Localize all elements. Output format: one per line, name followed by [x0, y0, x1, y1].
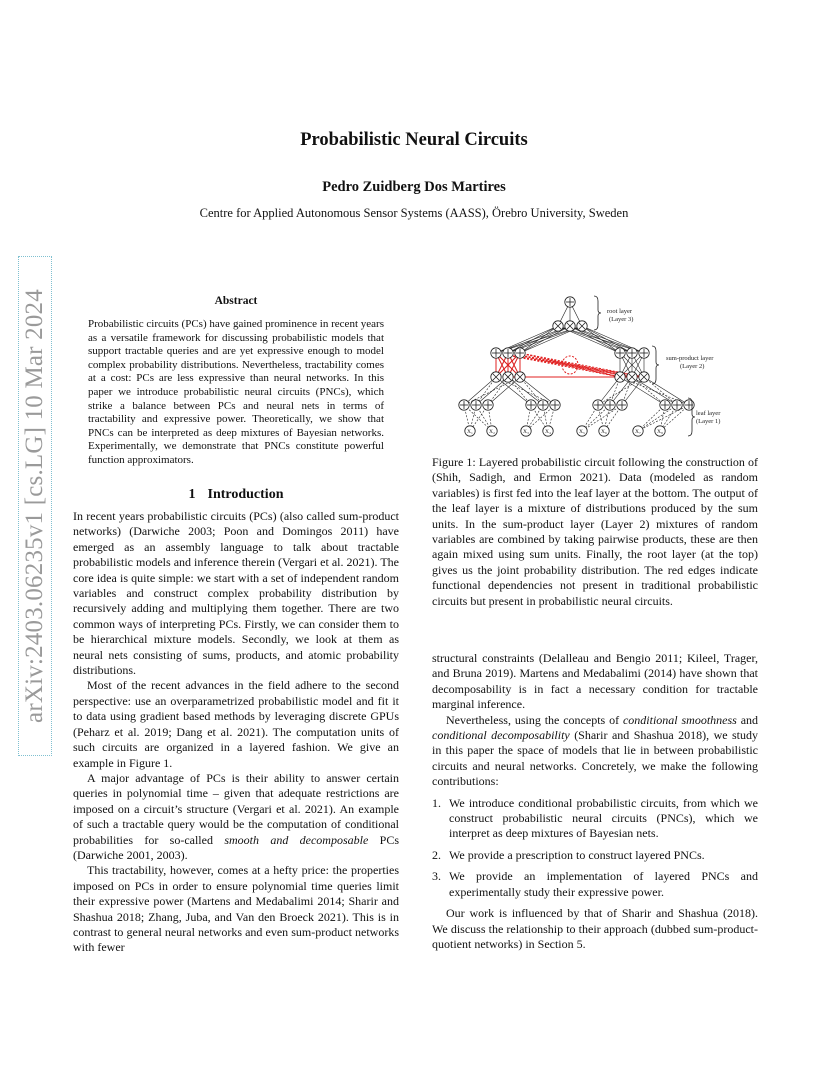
- section-title: Introduction: [207, 487, 284, 502]
- product-node: [577, 321, 587, 331]
- intro-paragraph-1: In recent years probabilistic circuits (PCs) (also called sum-product networks) (Darwiche 2003; Poon and Domingos 2011) have emerged as an assembly language to talk about tractable probabilistic models and inference therein (Vergari et al. 2021). The core idea is quite simple: we start with a set of independent random variables and construct complex probability distribution by recursively adding and multiplying them together. There are two common ways of interpreting PCs. Firstly, we can consider them to be hierarchical mixture models. Secondly, we look at them as neural nets consisting of sums, products, and atomic probability distributions.: [73, 509, 399, 678]
- variable-label: X₆: [601, 429, 607, 436]
- item-number: 1.: [432, 795, 441, 810]
- product-node: [565, 321, 575, 331]
- right-paragraph-3: Our work is influenced by that of Sharir and Shashua (2018). We discuss the relationship to their approach (dubbed sum-product-quotient networks) in Section 5.: [432, 906, 758, 951]
- p3-emphasis: smooth and decomposable: [224, 832, 369, 847]
- root-layer-sublabel: (Layer 3): [609, 316, 634, 323]
- circuit-edge: [476, 377, 508, 405]
- right-paragraph-1: structural constraints (Delalleau and Bengio 2011; Kileel, Trager, and Bruna 2019). Martens and Medabalimi (2014) have shown that decomposability is in fact a necessary condition for tractable marginal inference.: [432, 651, 758, 712]
- section-heading-introduction: [73, 487, 399, 503]
- item-number: 2.: [432, 847, 441, 862]
- layer-brace: [652, 346, 659, 384]
- sum-node: [491, 348, 501, 358]
- intro-paragraph-4: This tractability, however, comes at a hefty price: the properties imposed on PCs in order to ensure polynomial time queries limit their expressive power (Martens and Medabalimi 2014; Sharir and Shashua 2018; Zhang, Juba, and Van den Broeck 2021). This is in contrast to general neural networks and even sum-product networks with fewer: [73, 863, 399, 955]
- sum-node: [684, 400, 694, 410]
- sum-node: [565, 297, 575, 307]
- sum-node: [515, 348, 525, 358]
- item-text: We introduce conditional probabilistic circuits, from which we construct probabilistic neural circuits (PNCs), which we interpret as deep mixtures of Bayesian nets.: [449, 795, 758, 841]
- figure-1-circuit-diagram: [432, 290, 758, 452]
- p2-text-b: and: [740, 712, 759, 727]
- arxiv-identifier: arXiv:2403.06235v1 [cs.LG] 10 Mar 2024: [21, 289, 48, 723]
- root-layer-label: root layer: [607, 308, 633, 315]
- right-column: [432, 651, 758, 952]
- section-number: 1: [188, 487, 196, 502]
- abstract-text: Probabilistic circuits (PCs) have gained prominence in recent years as a versatile framework for discussing probabilistic models that support tractable queries and are yet expressive enough to model complex probability distributions. Nevertheless, tractability comes at a cost: PCs are less expressive than neural networks. In this paper we introduce probabilistic neural circuits (PNCs), which strike a balance between PCs and neural nets in terms of tractability and expressive power. Theoretically, we show that PNCs can be interpreted as deep mixtures of Bayesian networks. Experimentally, we demonstrate that PNCs constitute powerful function approximators.: [88, 318, 384, 466]
- p2-text-c: (Sharir and Shashua 2018), we study in this paper the space of models that lie in between probabilistic circuits and neural networks. Concretely, we make the following contributions:: [432, 728, 759, 789]
- product-node: [515, 372, 525, 382]
- sum-node: [526, 400, 536, 410]
- figure-1-caption: Figure 1: Layered probabilistic circuit following the construction of (Shih, Sadigh, and Ermon 2021). Data (modeled as random variables) is first fed into the leaf layer at the bottom. The output of the leaf layer is a mixture of distributions produced by the sum units. In the sum-product layer (Layer 2) mixtures of random variables are combined by taking pairwise products, these are then again mixed using sum units. Finally, the root layer (at the top) gives us the joint probability distribution. The red edges indicate functional dependencies not present in traditional probabilistic circuits but present in probabilistic neural circuits.: [432, 455, 758, 608]
- contribution-item: [432, 869, 758, 900]
- item-text: We provide an implementation of layered PNCs and experimentally study their expressive power.: [449, 869, 758, 899]
- arxiv-side-stamp: [18, 256, 52, 756]
- sum-node: [617, 400, 627, 410]
- sumprod-layer-sublabel: (Layer 2): [680, 363, 705, 370]
- sum-node: [503, 348, 513, 358]
- sum-node: [550, 400, 560, 410]
- right-paragraph-2: [432, 713, 758, 790]
- variable-label: X₁: [467, 429, 473, 436]
- left-column: [73, 509, 399, 956]
- p2-emphasis-2: conditional decomposability: [432, 728, 570, 743]
- variable-label: X₄: [545, 429, 551, 436]
- item-number: 3.: [432, 869, 441, 884]
- circuit-svg: [432, 290, 758, 452]
- sum-node: [672, 400, 682, 410]
- sum-node: [605, 400, 615, 410]
- variable-label: X₅: [579, 429, 585, 436]
- p2-emphasis-1: conditional smoothness: [622, 712, 737, 727]
- affiliation: Centre for Applied Autonomous Sensor Systems (AASS), Örebro University, Sweden: [199, 206, 629, 220]
- leaf-layer-sublabel: (Layer 1): [696, 418, 721, 425]
- sum-node: [660, 400, 670, 410]
- intro-paragraph-3: [73, 771, 399, 863]
- sum-node: [639, 348, 649, 358]
- variable-label: X₃: [523, 429, 529, 436]
- sum-node: [615, 348, 625, 358]
- contributions-list: [432, 796, 758, 900]
- product-node: [627, 372, 637, 382]
- product-node: [503, 372, 513, 382]
- item-text: We provide a prescription to construct layered PNCs.: [449, 847, 705, 862]
- sum-node: [471, 400, 481, 410]
- contribution-item: [432, 796, 758, 842]
- paper-title: Probabilistic Neural Circuits: [300, 130, 528, 150]
- sum-node: [593, 400, 603, 410]
- sum-node: [483, 400, 493, 410]
- sumprod-layer-label: sum-product layer: [666, 355, 714, 362]
- variable-label: X₂: [489, 429, 495, 436]
- author-name: Pedro Zuidberg Dos Martires: [322, 179, 506, 195]
- p3-text: A major advantage of PCs is their ability to answer certain queries in polynomial time – given that adequate restrictions are imposed on a circuit’s structure (Vergari et al. 2021). An example of such a tractable query would be the computation of conditional probabilities for so-called: [73, 770, 399, 847]
- product-node: [553, 321, 563, 331]
- sum-node: [627, 348, 637, 358]
- sum-node: [538, 400, 548, 410]
- leaf-layer-label: leaf layer: [696, 410, 721, 417]
- p2-text-a: Nevertheless, using the concepts of: [446, 712, 620, 727]
- circuit-edge: [582, 326, 620, 353]
- abstract-heading: Abstract: [214, 295, 258, 307]
- layer-brace: [594, 296, 601, 330]
- product-node: [615, 372, 625, 382]
- variable-label: X₈: [657, 429, 663, 436]
- intro-paragraph-2: Most of the recent advances in the field adhere to the second perspective: use an overparametrized probabilistic model and fit it to data using gradient based methods by leveraging discrete GPUs (Peharz et al. 2019; Dang et al. 2021). The computation units of such circuits are organized in a layered fashion. We give an example in Figure 1.: [73, 678, 399, 770]
- product-node: [491, 372, 501, 382]
- variable-label: X₇: [635, 429, 641, 436]
- contribution-item: [432, 848, 758, 863]
- sum-node: [459, 400, 469, 410]
- p3-tail: PCs (Darwiche 2001, 2003).: [73, 832, 400, 862]
- circuit-edge: [632, 377, 677, 405]
- product-node: [639, 372, 649, 382]
